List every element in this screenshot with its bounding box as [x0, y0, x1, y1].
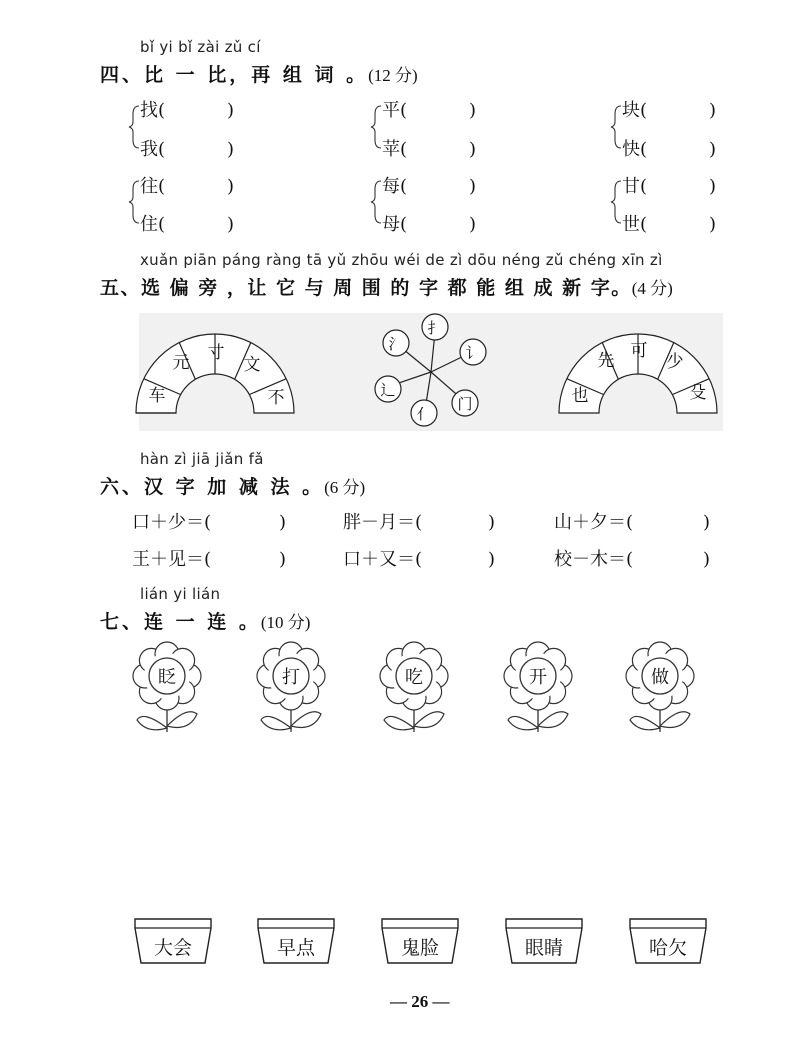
brace: [371, 181, 381, 223]
sec4-title-text: 四、比 一 比，再 组 词 。: [100, 64, 369, 86]
sec5-points: (4 分): [631, 279, 673, 298]
char: 找: [140, 100, 158, 121]
fan2-char-1: 也: [571, 386, 589, 406]
char: 世: [622, 214, 640, 235]
flower[interactable]: [133, 642, 201, 732]
char: 我: [140, 139, 158, 160]
spoke-char-4: 亻: [416, 405, 432, 423]
char: 平: [382, 100, 400, 121]
pot[interactable]: [258, 919, 334, 963]
flower[interactable]: [626, 642, 694, 732]
eq-text: 胖－月＝(: [343, 512, 423, 533]
pot-word: 哈欠: [648, 937, 688, 959]
fan1-char-4: 文: [243, 355, 261, 375]
sec5-title-text: 五、选 偏 旁 ，让 它 与 周 围 的 字 都 能 组 成 新 字。: [100, 277, 632, 299]
sec5-figures: [0, 300, 800, 440]
sec6-title: [100, 472, 365, 499]
pot-word: 大会: [153, 937, 193, 959]
sec5-title: [100, 273, 673, 300]
char: 块: [622, 100, 640, 121]
spoke-char-1: 扌: [427, 319, 443, 337]
leaf: [167, 712, 197, 728]
leaf: [384, 716, 414, 729]
fan2-char-5: 殳: [689, 383, 707, 403]
flower-char: 眨: [158, 667, 176, 688]
sec7-title-text: 七、连 一 连 。: [100, 611, 261, 633]
paren-close: ): [703, 512, 711, 533]
sec4-pair5-a[interactable]: 每( ): [382, 176, 477, 197]
leaf: [630, 716, 660, 729]
char: 快: [622, 139, 640, 160]
sec4-pair5-b[interactable]: 母( ): [382, 214, 477, 235]
sec6-eq-2[interactable]: [343, 508, 495, 534]
eq-text: 口＋又＝(: [343, 549, 423, 570]
leaf: [660, 712, 690, 728]
leaf: [538, 712, 568, 728]
paren-close: ): [703, 549, 711, 570]
leaf: [261, 716, 291, 729]
paren-close: ): [488, 549, 496, 570]
flower[interactable]: [380, 642, 448, 732]
flower[interactable]: [257, 642, 325, 732]
sec6-eq-4[interactable]: [132, 545, 286, 571]
eq-text: 山＋夕＝(: [554, 512, 634, 533]
brace: [129, 181, 139, 223]
sec6-eq-5[interactable]: [343, 545, 495, 571]
spoke-char-2: 讠: [465, 344, 481, 362]
pot[interactable]: [630, 919, 706, 963]
pot[interactable]: [135, 919, 211, 963]
flower-char: 打: [282, 667, 300, 688]
brace: [611, 106, 621, 148]
char: 苹: [382, 139, 400, 160]
spoke-char-6: 氵: [388, 335, 404, 353]
sec4-pair2-a[interactable]: 平( ): [382, 100, 477, 121]
sec4-pair1-a[interactable]: 找( ): [140, 100, 235, 121]
leaf: [414, 712, 444, 728]
sec4-pair4-a[interactable]: 往( ): [140, 176, 235, 197]
fan2-char-4: 少: [666, 352, 684, 372]
sec7-pinyin: lián yi lián: [140, 585, 221, 603]
char: 每: [382, 176, 400, 197]
sec7-title: [100, 607, 310, 634]
pot-word: 鬼脸: [400, 937, 440, 959]
pot[interactable]: [382, 919, 458, 963]
paren-close: ): [279, 512, 287, 533]
sec6-points: (6 分): [324, 478, 366, 497]
char: 母: [382, 214, 400, 235]
leaf: [508, 716, 538, 729]
sec4-pair4-b[interactable]: 住( ): [140, 214, 235, 235]
eq-text: 王＋见＝(: [132, 549, 212, 570]
sec6-title-text: 六、汉 字 加 减 法 。: [100, 476, 325, 498]
spoke-char-3: 门: [457, 395, 473, 413]
char: 住: [140, 214, 158, 235]
flower-char: 吃: [405, 667, 423, 688]
fan2-char-2: 先: [597, 351, 615, 371]
fan1-char-1: 车: [148, 386, 166, 406]
leaf: [137, 716, 167, 729]
sec7-points: (10 分): [260, 613, 311, 632]
fan1-char-2: 元: [172, 353, 190, 373]
flower[interactable]: [504, 642, 572, 732]
flowers-row: [0, 640, 800, 740]
eq-text: 校－木＝(: [554, 549, 634, 570]
char: 甘: [622, 176, 640, 197]
page-number: — 26 —: [390, 992, 450, 1011]
sec6-eq-6[interactable]: [554, 545, 710, 571]
char: 往: [140, 176, 158, 197]
brace: [611, 181, 621, 223]
fan1-char-3: 寸: [207, 343, 225, 363]
sec5-pinyin: xuǎn piān páng ràng tā yǔ zhōu wéi de zì dōu néng zǔ chéng xīn zì: [140, 251, 663, 269]
sec6-pinyin: hàn zì jiā jiǎn fǎ: [140, 450, 264, 468]
pot[interactable]: [506, 919, 582, 963]
fan1-char-5: 不: [267, 388, 285, 408]
flower-char: 做: [651, 667, 669, 688]
sec4-pair1-b[interactable]: 我( ): [140, 139, 235, 160]
sec4-pair6-b[interactable]: 世( ): [622, 214, 717, 235]
sec6-eq-3[interactable]: [554, 508, 710, 534]
flower-char: 开: [529, 667, 547, 688]
eq-text: 口＋少＝(: [132, 512, 212, 533]
sec4-pair6-a[interactable]: 甘( ): [622, 176, 717, 197]
pots-row: [0, 915, 800, 975]
brace: [129, 106, 139, 148]
leaf: [291, 712, 321, 728]
sec4-pair2-b[interactable]: 苹( ): [382, 139, 477, 160]
paren-close: ): [279, 549, 287, 570]
sec4-pair3-a[interactable]: 块( ): [622, 100, 717, 121]
pot-word: 眼睛: [524, 937, 564, 959]
pot-word: 早点: [276, 937, 316, 959]
sec6-eq-1[interactable]: [132, 508, 286, 534]
sec4-pinyin: bǐ yi bǐ zài zǔ cí: [140, 38, 261, 56]
paren-close: ): [488, 512, 496, 533]
sec4-pair3-b[interactable]: 快( ): [622, 139, 717, 160]
fan2-char-3: 可: [630, 341, 648, 361]
sec4-points: (12 分): [368, 66, 418, 85]
spoke-char-5: 辶: [380, 381, 396, 399]
brace: [371, 106, 381, 148]
